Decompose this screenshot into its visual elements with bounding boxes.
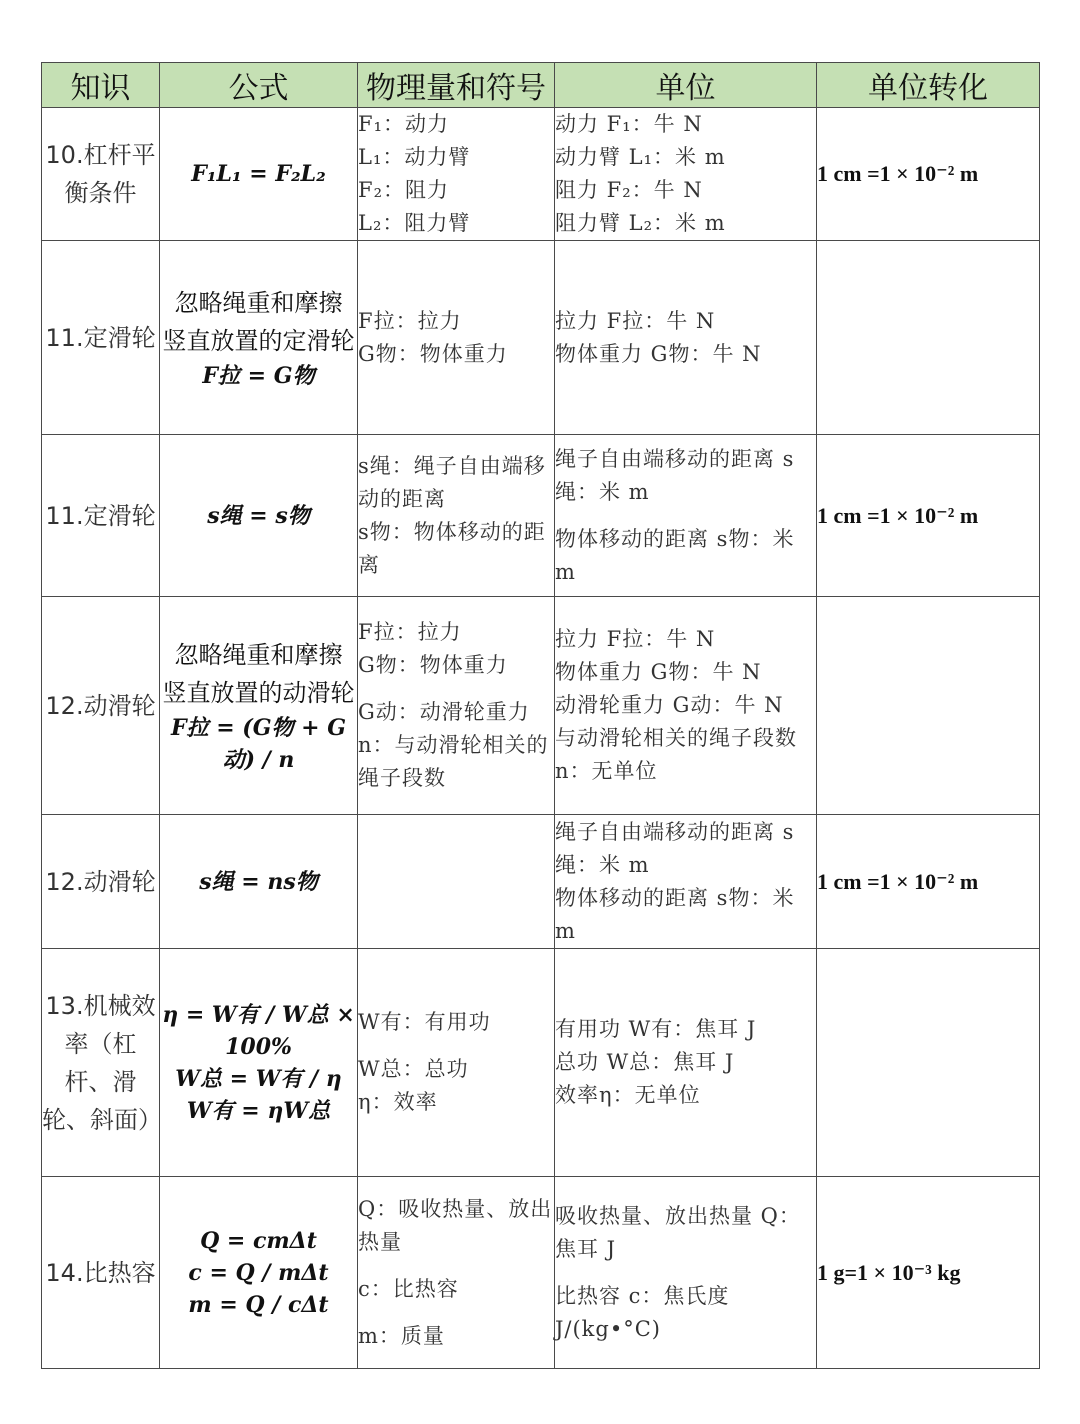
- symbol-line: F₂：阻力: [358, 178, 449, 202]
- formula-text: Q = cmΔt: [200, 1227, 317, 1254]
- symbol-line: L₂：阻力臂: [358, 211, 471, 235]
- unit-line: 比热容 c：焦氏度 J/(kg•°C): [555, 1283, 730, 1341]
- formula-cell: s绳 = s物: [160, 435, 358, 597]
- formula-cell: [160, 597, 358, 815]
- symbol-line: F拉：拉力: [358, 308, 462, 333]
- knowledge-cell: 10.杠杆平衡条件: [42, 108, 160, 241]
- header-row: [42, 63, 1040, 108]
- table-row: [42, 815, 1040, 949]
- table-row: [42, 435, 1040, 597]
- formula-table: [41, 62, 1040, 1369]
- symbol-line: s绳：绳子自由端移动的距离: [358, 453, 546, 511]
- unit-line: 动滑轮重力 G动：牛 N: [555, 693, 784, 717]
- knowledge-cell: 14.比热容: [42, 1177, 160, 1369]
- symbol-line: Q：吸收热量、放出热量: [358, 1196, 553, 1254]
- symbols-cell: [358, 435, 555, 597]
- header-symbols: 物理量和符号: [358, 63, 555, 108]
- conversion-cell: [817, 241, 1040, 435]
- conversion-cell: 1 cm =1 × 10⁻² m: [817, 108, 1040, 241]
- unit-line: 绳子自由端移动的距离 s绳：米 m: [555, 446, 795, 504]
- symbol-line: G物：物体重力: [358, 341, 508, 366]
- header-conversion: 单位转化: [817, 63, 1040, 108]
- knowledge-cell: 11.定滑轮: [42, 241, 160, 435]
- symbol-line: n：与动滑轮相关的绳子段数: [358, 733, 549, 790]
- symbols-cell: [358, 108, 555, 241]
- units-cell: [555, 597, 817, 815]
- units-cell: [555, 435, 817, 597]
- table-row: [42, 241, 1040, 435]
- units-cell: [555, 949, 817, 1177]
- unit-line: 阻力 F₂：牛 N: [555, 178, 703, 202]
- symbol-line: s物：物体移动的距离: [358, 519, 546, 577]
- units-cell: [555, 815, 817, 949]
- formula-text: W总 = W有 / η: [175, 1065, 342, 1092]
- unit-line: 物体移动的距离 s物：米 m: [555, 526, 795, 584]
- unit-line: 物体重力 G物：牛 N: [555, 341, 762, 366]
- formula-text: η = W有 / W总 × 100%: [162, 1001, 355, 1060]
- formula-note: 忽略绳重和摩擦: [174, 288, 343, 317]
- unit-line: 吸收热量、放出热量 Q：焦耳 J: [555, 1203, 801, 1261]
- unit-line: 拉力 F拉：牛 N: [555, 627, 716, 651]
- header-knowledge: 知识: [42, 63, 160, 108]
- unit-line: 效率η：无单位: [555, 1083, 701, 1107]
- symbol-line: W总：总功: [358, 1057, 469, 1081]
- knowledge-cell: 11.定滑轮: [42, 435, 160, 597]
- table-row: [42, 108, 1040, 241]
- spacer: [358, 1259, 554, 1273]
- unit-line: 与动滑轮相关的绳子段数 n：无单位: [555, 726, 797, 783]
- table-row: [42, 1177, 1040, 1369]
- symbols-cell: [358, 815, 555, 949]
- symbols-cell: [358, 949, 555, 1177]
- formula-cell: [160, 949, 358, 1177]
- table-row: [42, 597, 1040, 815]
- symbol-line: η：效率: [358, 1090, 438, 1114]
- formula-text: W有 = ηW总: [186, 1097, 331, 1124]
- symbol-line: F₁：动力: [358, 112, 449, 136]
- formula-cell: [160, 241, 358, 435]
- unit-line: 拉力 F拉：牛 N: [555, 308, 716, 333]
- symbol-line: F拉：拉力: [358, 620, 462, 644]
- header-unit: 单位: [555, 63, 817, 108]
- header-formula: 公式: [160, 63, 358, 108]
- formula-text: F拉 = (G物 + G动) / n: [170, 714, 347, 773]
- conversion-cell: 1 g=1 × 10⁻³ kg: [817, 1177, 1040, 1369]
- spacer: [555, 509, 816, 523]
- symbol-line: L₁：动力臂: [358, 145, 471, 169]
- symbol-line: W有：有用功: [358, 1010, 491, 1034]
- conversion-cell: 1 cm =1 × 10⁻² m: [817, 815, 1040, 949]
- units-cell: [555, 241, 817, 435]
- spacer: [358, 682, 554, 696]
- symbol-line: c：比热容: [358, 1276, 459, 1301]
- formula-text: m = Q / cΔt: [188, 1291, 329, 1318]
- units-cell: [555, 108, 817, 241]
- unit-line: 动力臂 L₁：米 m: [555, 145, 726, 169]
- conversion-cell: 1 cm =1 × 10⁻² m: [817, 435, 1040, 597]
- formula-cell: F₁L₁ = F₂L₂: [160, 108, 358, 241]
- formula-note: 竖直放置的动滑轮: [162, 678, 355, 707]
- units-cell: [555, 1177, 817, 1369]
- conversion-cell: [817, 597, 1040, 815]
- unit-line: 物体重力 G物：牛 N: [555, 660, 762, 684]
- unit-line: 阻力臂 L₂：米 m: [555, 211, 726, 235]
- formula-text: c = Q / mΔt: [188, 1259, 329, 1286]
- symbols-cell: [358, 241, 555, 435]
- symbols-cell: [358, 597, 555, 815]
- unit-line: 有用功 W有：焦耳 J: [555, 1017, 757, 1041]
- symbols-cell: [358, 1177, 555, 1369]
- spacer: [555, 1266, 816, 1280]
- symbol-line: G动：动滑轮重力: [358, 700, 530, 724]
- formula-text: F拉 = G物: [202, 362, 315, 389]
- spacer: [358, 1039, 554, 1053]
- symbol-line: m：质量: [358, 1323, 445, 1348]
- symbol-line: G物：物体重力: [358, 653, 508, 677]
- unit-line: 动力 F₁：牛 N: [555, 112, 703, 136]
- knowledge-cell: 12.动滑轮: [42, 597, 160, 815]
- table-row: [42, 949, 1040, 1177]
- unit-line: 总功 W总：焦耳 J: [555, 1050, 735, 1074]
- unit-line: 绳子自由端移动的距离 s绳：米 m: [555, 819, 795, 877]
- knowledge-cell: 12.动滑轮: [42, 815, 160, 949]
- formula-cell: s绳 = ns物: [160, 815, 358, 949]
- knowledge-cell: 13.机械效率（杠杆、滑轮、斜面）: [42, 949, 160, 1177]
- spacer: [358, 1306, 554, 1320]
- formula-note: 忽略绳重和摩擦: [174, 640, 343, 669]
- conversion-cell: [817, 949, 1040, 1177]
- formula-cell: [160, 1177, 358, 1369]
- unit-line: 物体移动的距离 s物：米 m: [555, 885, 795, 943]
- formula-note: 竖直放置的定滑轮: [162, 326, 355, 355]
